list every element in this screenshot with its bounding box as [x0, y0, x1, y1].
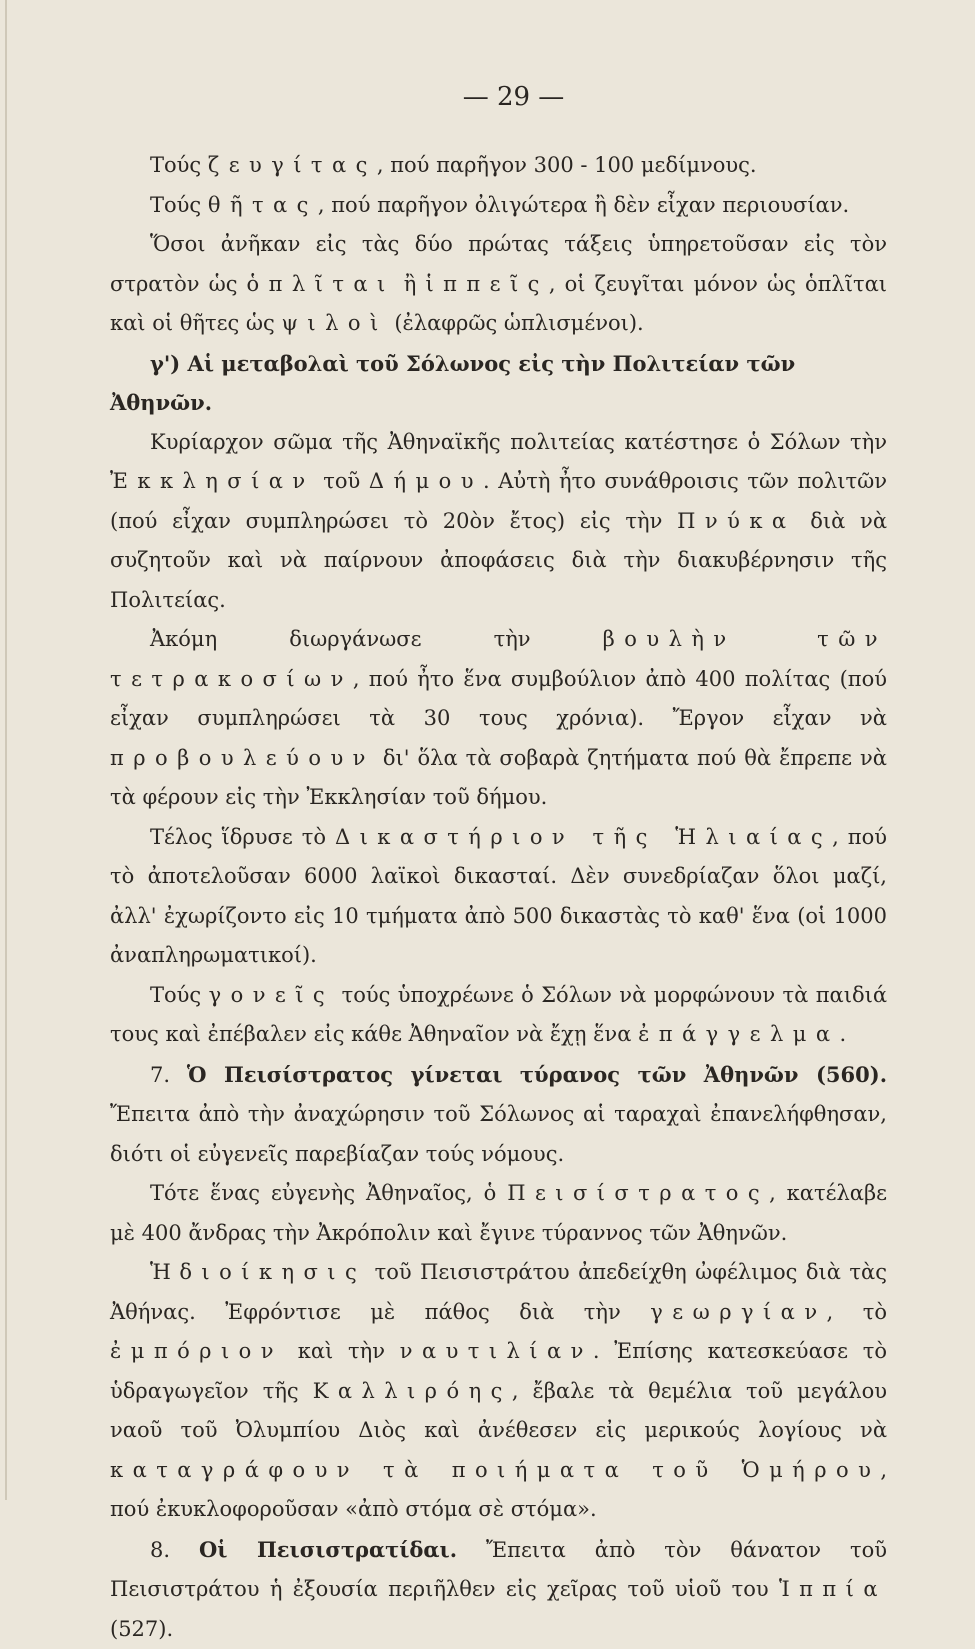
- paragraph-zeugites: Τούς ζευγίτας, πού παρῆγον 300 - 100 μεδίμνους.: [110, 146, 887, 186]
- paragraph-peisistratos: Τότε ἕνας εὐγενὴς Ἀθηναῖος, ὁ Πεισίστρατος, κατέλαβε μὲ 400 ἄνδρας τὴν Ἀκρόπολιν καὶ ἔγινε τύραννος τῶν Ἀθηνῶν.: [110, 1174, 887, 1253]
- paragraph-army: Ὅσοι ἀνῆκαν εἰς τὰς δύο πρώτας τάξεις ὑπηρετοῦσαν εἰς τὸν στρατὸν ὡς ὁπλῖται ἢ ἱππεῖς, οἱ ζευγῖται μόνον ὡς ὁπλῖται καὶ οἱ θῆτες ὡς ψιλοὶ (ἐλαφρῶς ὡπλισμένοι).: [110, 225, 887, 344]
- section-heading-solon-reforms: γ') Αἱ μεταβολαὶ τοῦ Σόλωνος εἰς τὴν Πολιτείαν τῶν Ἀθηνῶν.: [110, 344, 887, 423]
- paragraph-section-7: 7. Ὁ Πεισίστρατος γίνεται τύρανος τῶν Ἀθηνῶν (560). Ἔπειτα ἀπὸ τὴν ἀναχώρησιν τοῦ Σόλωνος αἱ ταραχαὶ ἐπανελήφθησαν, διότι οἱ εὐγενεῖς παρεβίαζαν τούς νόμους.: [110, 1055, 887, 1175]
- paragraph-section-8: 8. Οἱ Πεισιστρατίδαι. Ἔπειτα ἀπὸ τὸν θάνατον τοῦ Πεισιστράτου ἡ ἐξουσία περιῆλθεν εἰς χεῖρας τοῦ υἱοῦ του Ἱππία (527).: [110, 1530, 887, 1649]
- page-number: — 29 —: [140, 82, 887, 112]
- paragraph-administration: Ἡ διοίκησις τοῦ Πεισιστράτου ἀπεδείχθη ὠφέλιμος διὰ τὰς Ἀθήνας. Ἐφρόντισε μὲ πάθος διὰ τὴν γεωργίαν, τὸ ἐμπόριον καὶ τὴν ναυτιλίαν. Ἐπίσης κατεσκεύασε τὸ ὑδραγωγεῖον τῆς Καλλιρόης, ἔβαλε τὰ θεμέλια τοῦ μεγάλου ναοῦ τοῦ Ὀλυμπίου Διὸς καὶ ἀνέθεσεν εἰς μερικούς λογίους νὰ καταγράφουν τὰ ποιήματα τοῦ Ὁμήρου, πού ἐκυκλοφοροῦσαν «ἀπὸ στόμα σὲ στόμα».: [110, 1253, 887, 1530]
- paragraph-thetes: Τούς θῆτας, πού παρῆγον ὀλιγώτερα ἢ δὲν εἶχαν περιουσίαν.: [110, 186, 887, 226]
- paragraph-boule: Ἀκόμη διωργάνωσε τὴν βουλὴν τῶν τετρακοσίων, πού ἦτο ἕνα συμβούλιον ἀπὸ 400 πολίτας (πού εἶχαν συμπληρώσει τὰ 30 τους χρόνια). Ἔργον εἶχαν νὰ προβουλεύουν δι' ὅλα τὰ σοβαρὰ ζητήματα πού θὰ ἔπρεπε νὰ τὰ φέρουν εἰς τὴν Ἐκκλησίαν τοῦ δήμου.: [110, 620, 887, 818]
- paragraph-heliaia: Τέλος ἵδρυσε τὸ Δικαστήριον τῆς Ἡλιαίας, πού τὸ ἀποτελοῦσαν 6000 λαϊκοὶ δικασταί. Δὲν συνεδρίαζαν ὅλοι μαζί, ἀλλ' ἐχωρίζοντο εἰς 10 τμήματα ἀπὸ 500 δικαστὰς τὸ καθ' ἕνα (οἱ 1000 ἀναπληρωματικοί).: [110, 818, 887, 976]
- body-text: [110, 146, 887, 1649]
- paragraph-ekklesia: Κυρίαρχον σῶμα τῆς Ἀθηναϊκῆς πολιτείας κατέστησε ὁ Σόλων τὴν Ἐκκλησίαν τοῦ Δήμου. Αὐτὴ ἦτο συνάθροισις τῶν πολιτῶν (πού εἶχαν συμπληρώσει τὸ 20ὸν ἔτος) εἰς τὴν Πνύκα διὰ νὰ συζητοῦν καὶ νὰ παίρνουν ἀποφάσεις διὰ τὴν διακυβέρνησιν τῆς Πολιτείας.: [110, 423, 887, 621]
- paragraph-parents: Τούς γονεῖς τούς ὑποχρέωνε ὁ Σόλων νὰ μορφώνουν τὰ παιδιά τους καὶ ἐπέβαλεν εἰς κάθε Ἀθηναῖον νὰ ἔχῃ ἕνα ἐπάγγελμα.: [110, 976, 887, 1055]
